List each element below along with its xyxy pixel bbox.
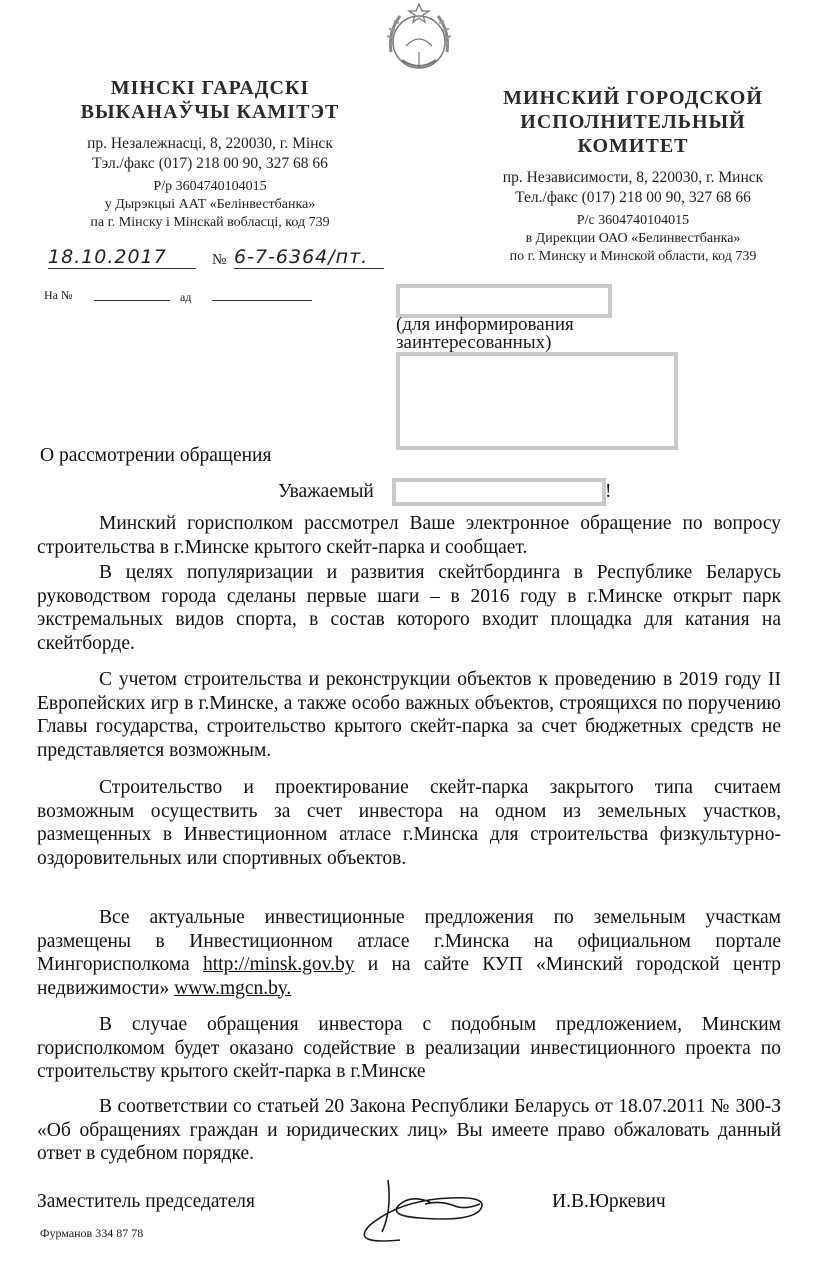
salutation-prefix: Уважаемый [278,481,374,502]
signatory-position: Заместитель председателя [37,1191,255,1212]
header-right [468,86,798,266]
letter-subject: О рассмотрении обращения [40,445,272,466]
org-phone-ru: Тел./факс (017) 218 00 90, 327 68 66 [515,189,751,206]
executor-info: Фурманов 334 87 78 [40,1226,144,1240]
redacted-addressee-name [396,284,612,318]
registration-date: 18.10.2017 [48,246,196,269]
paragraph-5-text-b: и на сайте КУП «Минский городской центр недвижимости» [37,954,782,999]
salutation-suffix: ! [605,481,612,502]
org-bank-ru-line1: в Дирекции ОАО «Белинвестбанка» [525,231,741,246]
org-name-be-line1: МІНСКІ ГАРАДСКІ [110,77,310,99]
org-account-ru: Р/с 3604740104015 [576,213,690,228]
paragraph-6: В случае обращения инвестора с подобным предложением, Минским горисполкомом будет оказано содействие в реализации инвестиционного проекта по строительству крытого скейт-парка в г.Минске [37,1014,781,1082]
reply-number-line [94,300,170,301]
org-bank-ru-line2: по г. Минску и Минской области, код 739 [509,249,757,264]
reply-from-label: ад [180,290,192,304]
paragraph-4: Строительство и проектирование скейт-парка закрытого типа считаем возможным осуществить за счет инвестора на одном из земельных участков, размещенных в Инвестиционном атласе г.Минска для строительства физкультурно-оздоровительных или спортивных объектов. [37,777,781,869]
reply-to-label: На № [44,288,73,302]
addressee-note: (для информирования заинтересованных) [396,316,574,352]
paragraph-7: В соответствии со статьей 20 Закона Республики Беларусь от 18.07.2011 № 300-З «Об обращениях граждан и юридических лиц» Вы имеете право обжаловать данный ответ в судебном порядке. [37,1096,781,1164]
registration-number-label: № [212,252,227,268]
link-mgcn[interactable]: www.mgcn.by. [174,977,292,999]
org-address-ru: пр. Независимости, 8, 220030, г. Минск [502,169,764,186]
handwritten-signature [330,1170,510,1250]
header-left [40,76,380,232]
org-name-be-line2: ВЫКАНАЎЧЫ КАМІТЭТ [80,101,340,123]
paragraph-5-text-a: Все актуальные инвестиционные предложения по земельным участкам размещены в Инвестиционном атласе г.Минска на официальном портале Мингорисполкома [37,907,781,975]
org-account-be: Р/р 3604740104015 [153,179,267,194]
paragraph-3: С учетом строительства и реконструкции объектов к проведению в 2019 году II Европейских игр в г.Минске, а также особо важных объектов, строящихся по поручению Главы государства, строительство крытого скейт-парка за счет бюджетных средств не представляется возможным. [37,669,781,761]
org-phone-be: Тэл./факс (017) 218 00 90, 327 68 66 [92,155,328,172]
paragraph-2: В целях популяризации и развития скейтбординга в Республике Беларусь руководством города сделаны первые шаги – в 2016 году в г.Минске открыт парк экстремальных видов спорта, в состав которого входит площадка для катания на скейтборде. [37,562,781,654]
registration-number: 6-7-6364/пт. [234,246,384,269]
coat-of-arms-emblem [378,2,460,74]
org-address-be: пр. Незалежнасці, 8, 220030, г. Мінск [87,135,333,152]
paragraph-1: Минский горисполком рассмотрел Ваше электронное обращение по вопросу строительства в г.Минске крытого скейт-парка и сообщает. [37,513,781,558]
redacted-addressee-address [396,352,678,450]
paragraph-5 [37,906,781,1000]
org-name-ru-line2: ИСПОЛНИТЕЛЬНЫЙ КОМИТЕТ [520,111,746,157]
signatory-name: И.В.Юркевич [552,1191,666,1212]
org-bank-be-line2: па г. Мінску і Мінскай вобласці, код 739 [90,215,330,230]
org-bank-be-line1: у Дырэкцыі ААТ «Белінвестбанка» [104,197,316,212]
org-name-ru-line1: МИНСКИЙ ГОРОДСКОЙ [503,87,763,109]
redacted-recipient-name [392,478,606,506]
link-minsk-gov[interactable]: http://minsk.gov.by [202,954,355,975]
reply-date-line [212,300,312,301]
